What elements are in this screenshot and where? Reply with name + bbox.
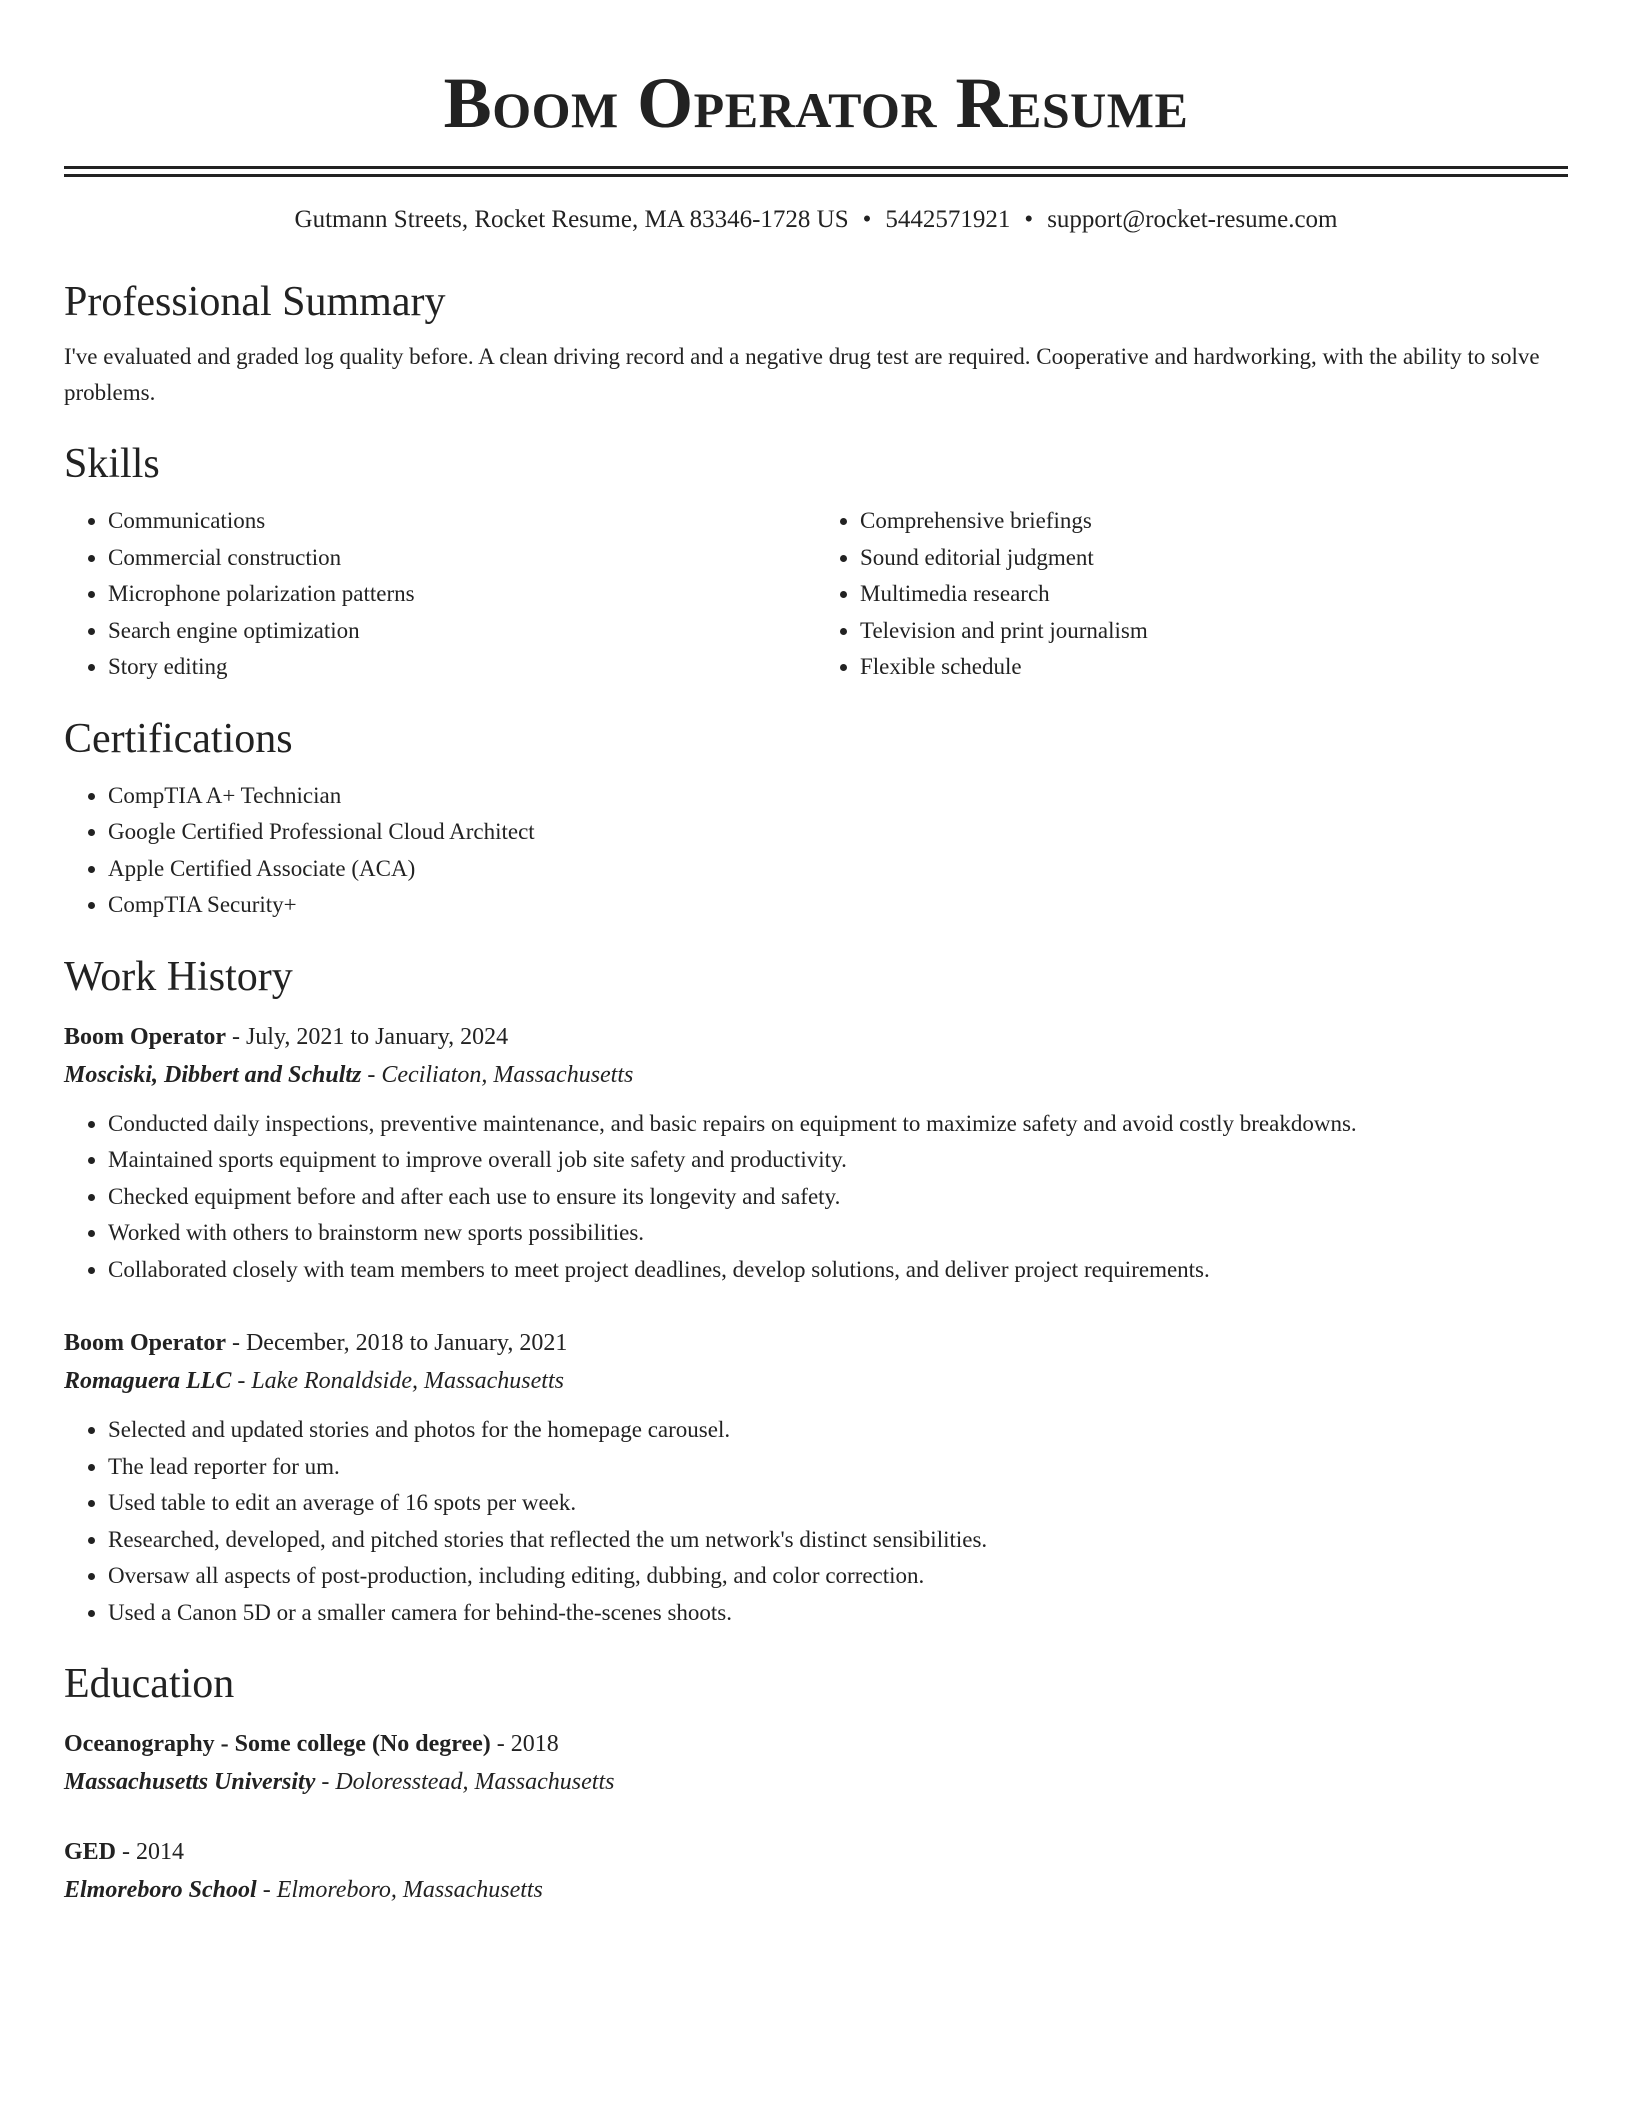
job-company: Romaguera LLC xyxy=(64,1368,232,1394)
job-bullet: • Maintained sports equipment to improve overall job site safety and productivity. xyxy=(108,1142,1568,1179)
skills-heading: Skills xyxy=(64,441,160,487)
job-location: - Ceciliaton, Massachusetts xyxy=(361,1061,634,1088)
education-entry xyxy=(64,1725,1568,1801)
summary-text: I've evaluated and graded log quality before. A clean driving record and a negative drug test are required. Cooperative and hardworking, with the ability to solve problems. xyxy=(64,344,1540,405)
job-title: Boom Operator xyxy=(64,1330,226,1356)
job-location: - Lake Ronaldside, Massachusetts xyxy=(231,1368,564,1394)
certifications-heading: Certifications xyxy=(64,715,293,762)
job-bullets xyxy=(64,1412,1568,1631)
certification-item: • CompTIA Security+ xyxy=(108,887,1568,924)
education-degree-line xyxy=(64,1725,1568,1763)
education-degree: GED xyxy=(64,1839,117,1865)
job-bullet: • Conducted daily inspections, preventive maintenance, and basic repairs on equipment to maximize safety and avoid costly breakdowns. xyxy=(108,1106,1568,1143)
job-title-line xyxy=(64,1324,1568,1362)
skill-item: • Microphone polarization patterns xyxy=(108,576,816,613)
job-company-line xyxy=(64,1362,1568,1400)
certification-item: • CompTIA A+ Technician xyxy=(108,778,1568,815)
job-company: Mosciski, Dibbert and Schultz xyxy=(64,1061,362,1088)
education-entry xyxy=(64,1833,1568,1909)
job-entry xyxy=(64,1018,1568,1289)
job-entry xyxy=(64,1324,1568,1631)
skill-item: • Multimedia research xyxy=(860,576,1568,613)
contact-email: support@rocket-resume.com xyxy=(1047,206,1338,233)
certifications-list xyxy=(64,778,1568,924)
skills-right-list xyxy=(816,503,1568,686)
education-year: - 2014 xyxy=(116,1839,185,1865)
job-dates: - December, 2018 to January, 2021 xyxy=(225,1330,568,1356)
education-location: - Doloresstead, Massachusetts xyxy=(315,1769,615,1795)
job-bullet: • The lead reporter for um. xyxy=(108,1449,1568,1486)
education-location: - Elmoreboro, Massachusetts xyxy=(256,1877,543,1903)
education-year: - 2018 xyxy=(490,1731,559,1757)
education-degree-line xyxy=(64,1833,1568,1871)
contact-separator: • xyxy=(1024,206,1034,233)
job-title-line xyxy=(64,1018,1568,1056)
job-bullet: • Selected and updated stories and photos for the homepage carousel. xyxy=(108,1412,1568,1449)
contact-address: Gutmann Streets, Rocket Resume, MA 83346-1728 US xyxy=(294,206,849,233)
job-bullet: • Researched, developed, and pitched stories that reflected the um network's distinct sensibilities. xyxy=(108,1522,1568,1559)
job-bullet: • Checked equipment before and after each use to ensure its longevity and safety. xyxy=(108,1179,1568,1216)
certification-item: • Google Certified Professional Cloud Architect xyxy=(108,814,1568,851)
skills-left-list xyxy=(64,503,816,686)
skill-item: • Story editing xyxy=(108,649,816,686)
skill-item: • Television and print journalism xyxy=(860,613,1568,650)
skill-item: • Communications xyxy=(108,503,816,540)
job-bullet: • Collaborated closely with team members to meet project deadlines, develop solutions, and deliver project requirements. xyxy=(108,1252,1568,1289)
job-title: Boom Operator xyxy=(64,1023,226,1050)
work-history-heading: Work History xyxy=(64,953,293,1000)
job-bullets xyxy=(64,1106,1568,1289)
skill-item: • Search engine optimization xyxy=(108,613,816,650)
job-bullet: • Used table to edit an average of 16 spots per week. xyxy=(108,1485,1568,1522)
skills-columns xyxy=(64,503,1568,686)
job-company-line xyxy=(64,1056,1568,1094)
skill-item: • Commercial construction xyxy=(108,540,816,577)
resume-title: Boom Operator Resume xyxy=(443,63,1189,143)
summary-heading: Professional Summary xyxy=(64,279,446,325)
education-school: Massachusetts University xyxy=(64,1769,316,1795)
job-bullet: • Used a Canon 5D or a smaller camera for behind-the-scenes shoots. xyxy=(108,1595,1568,1632)
education-school-line xyxy=(64,1763,1568,1801)
job-bullet: • Worked with others to brainstorm new sports possibilities. xyxy=(108,1215,1568,1252)
job-dates: - July, 2021 to January, 2024 xyxy=(225,1023,509,1050)
contact-line xyxy=(64,203,1568,237)
education-school-line xyxy=(64,1871,1568,1909)
skill-item: • Comprehensive briefings xyxy=(860,503,1568,540)
education-school: Elmoreboro School xyxy=(64,1877,257,1903)
contact-separator: • xyxy=(862,206,872,233)
skill-item: • Sound editorial judgment xyxy=(860,540,1568,577)
contact-phone: 5442571921 xyxy=(885,206,1011,233)
certification-item: • Apple Certified Associate (ACA) xyxy=(108,851,1568,888)
skill-item: • Flexible schedule xyxy=(860,649,1568,686)
job-bullet: • Oversaw all aspects of post-production, including editing, dubbing, and color correction. xyxy=(108,1558,1568,1595)
education-degree: Oceanography - Some college (No degree) xyxy=(64,1731,491,1757)
title-double-rule xyxy=(64,166,1568,177)
education-heading: Education xyxy=(64,1661,235,1707)
